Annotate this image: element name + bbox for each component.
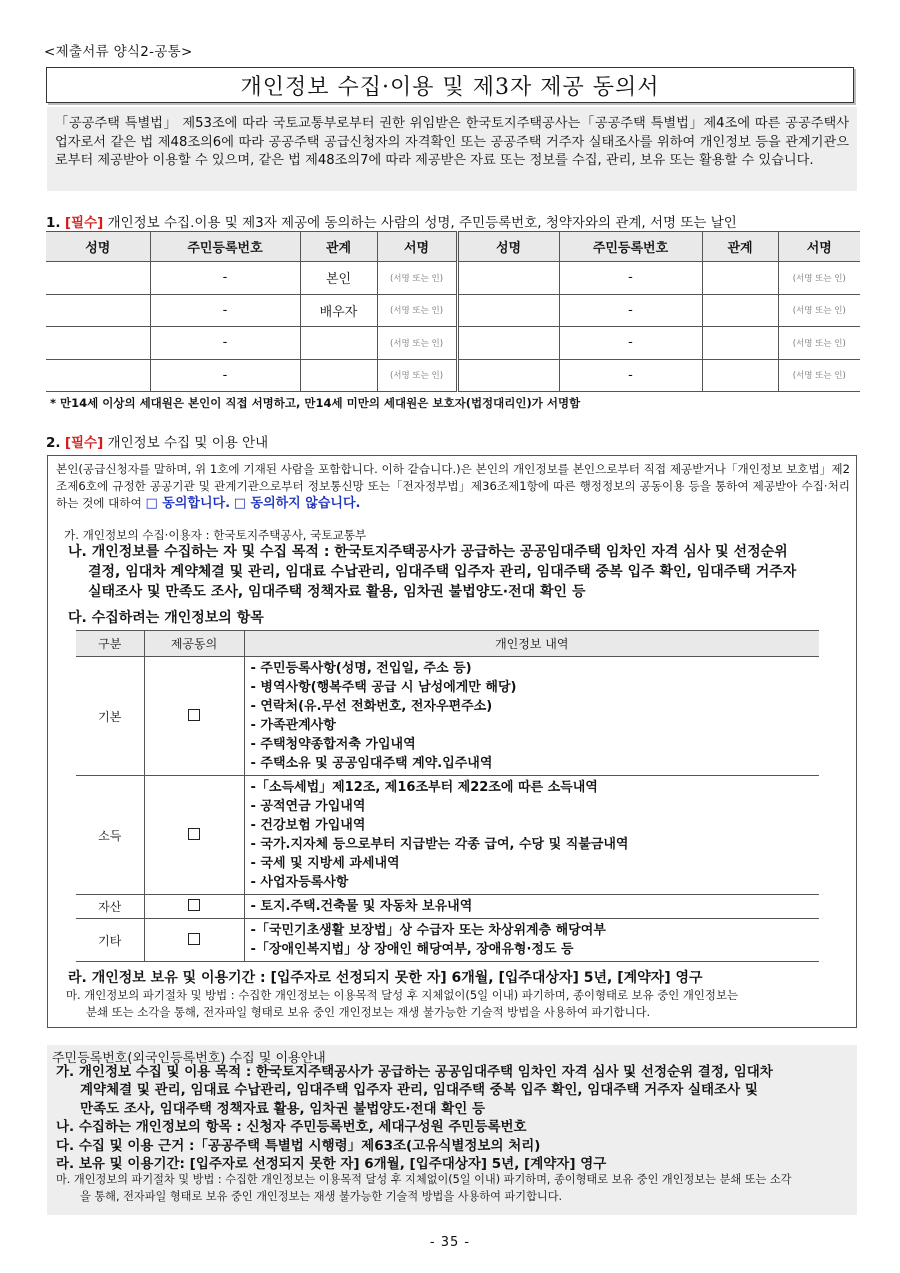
name-field[interactable] bbox=[46, 294, 150, 327]
signature-table-header bbox=[46, 232, 860, 262]
consent-checkbox[interactable] bbox=[144, 895, 244, 919]
section-2-heading bbox=[46, 431, 268, 451]
list-item: - 국가.지자체 등으로부터 지급받는 각종 급여, 수당 및 직불금내역 bbox=[250, 837, 629, 852]
personal-info-items-table bbox=[76, 630, 819, 962]
agree-checkbox[interactable]: □ 동의합니다. bbox=[145, 496, 231, 511]
section-1-heading bbox=[46, 211, 737, 231]
consent-text: 본인(공급신청자를 말하며, 위 1호에 기재된 사람을 포함합니다. 이하 같습니다.)은 본인의 개인정보를 본인으로부터 직접 제공받거나「개인정보 보호법」제2조제6호에 규정한 공공기관 및 관계기관으로부터 정보통신망 또는「전자정부법」제36조제1항에 따른 행정정보의 공동이용 등을 통하여 제공받아 수집·처리하는 것에 대하여 bbox=[56, 462, 850, 510]
purpose-paragraph bbox=[68, 542, 850, 602]
list-item: - 공적연금 가입내역 bbox=[250, 799, 366, 814]
section-2-text: 개인정보 수집 및 이용 안내 bbox=[107, 435, 269, 451]
list-item: -「장애인복지법」상 장애인 해당여부, 장애유형·정도 등 bbox=[250, 942, 574, 957]
details-cell bbox=[244, 776, 819, 895]
signature-field[interactable]: (서명 또는 인) bbox=[377, 327, 457, 360]
name-field[interactable] bbox=[457, 327, 559, 360]
rrn-destruction-line-2: 을 통해, 전자파일 형태로 보유 중인 개인정보는 재생 불가능한 기술적 방법을 사용하여 파기합니다. bbox=[80, 1190, 563, 1203]
rrn-purpose-line-3: 만족도 조사, 임대주택 정책자료 활용, 임차권 불법양도·전대 확인 등 bbox=[80, 1100, 486, 1117]
name-field[interactable] bbox=[457, 294, 559, 327]
category-cell: 기타 bbox=[76, 919, 144, 962]
list-item: - 주민등록사항(성명, 전입일, 주소 등) bbox=[250, 661, 472, 676]
signature-field[interactable]: (서명 또는 인) bbox=[377, 359, 457, 392]
table-row bbox=[76, 895, 819, 919]
page-number: - 35 - bbox=[429, 1235, 471, 1250]
details-cell bbox=[244, 919, 819, 962]
table-row bbox=[76, 919, 819, 962]
relation-cell: 배우자 bbox=[300, 294, 377, 327]
consent-checkbox[interactable] bbox=[144, 919, 244, 962]
rrn-field[interactable]: - bbox=[559, 359, 702, 392]
rrn-notice-body bbox=[56, 1063, 852, 1173]
section-2-required-tag: [필수] bbox=[64, 435, 104, 451]
document-title bbox=[46, 67, 854, 103]
signature-field[interactable]: (서명 또는 인) bbox=[778, 262, 860, 295]
section-1-required-tag: [필수] bbox=[64, 215, 104, 231]
signature-field[interactable]: (서명 또는 인) bbox=[778, 359, 860, 392]
table-row bbox=[46, 359, 860, 392]
signature-field[interactable]: (서명 또는 인) bbox=[778, 327, 860, 360]
header-name-2: 성명 bbox=[457, 232, 559, 262]
signature-field[interactable]: (서명 또는 인) bbox=[778, 294, 860, 327]
table-row bbox=[46, 294, 860, 327]
rrn-purpose-line-2: 계약체결 및 관리, 임대료 수납관리, 임대주택 입주자 관리, 임대주택 중복 입주 확인, 임대주택 거주자 실태조사 및 bbox=[80, 1082, 758, 1099]
destruction-line-2: 분쇄 또는 소각을 통해, 전자파일 형태로 보유 중인 개인정보는 재생 불가능한 기술적 방법을 사용하여 파기합니다. bbox=[86, 1005, 651, 1019]
signature-table bbox=[46, 231, 860, 392]
section-2-number: 2. bbox=[46, 435, 61, 451]
relation-cell: 본인 bbox=[300, 262, 377, 295]
form-code: <제출서류 양식2-공통> bbox=[44, 44, 193, 60]
checkbox-icon bbox=[188, 933, 200, 945]
header-rrn: 주민등록번호 bbox=[150, 232, 300, 262]
relation-field[interactable] bbox=[300, 327, 377, 360]
header-category: 구분 bbox=[76, 631, 144, 657]
list-item: - 연락처(유.무선 전화번호, 전자우편주소) bbox=[250, 699, 493, 714]
list-item: - 가족관계사항 bbox=[250, 718, 336, 733]
collector-line: 가. 개인정보의 수집·이용자 : 한국토지주택공사, 국토교통부 bbox=[64, 528, 367, 542]
consent-paragraph bbox=[56, 461, 850, 512]
purpose-line-1: 나. 개인정보를 수집하는 자 및 수집 목적 : 한국토지주택공사가 공급하는 공공임대주택 임차인 자격 심사 및 선정순위 bbox=[68, 544, 788, 560]
list-item: - 병역사항(행복주택 공급 시 남성에게만 해당) bbox=[250, 680, 517, 695]
name-field[interactable] bbox=[46, 262, 150, 295]
consent-checkbox[interactable] bbox=[144, 657, 244, 776]
list-item: -「국민기초생활 보장법」상 수급자 또는 차상위계층 해당여부 bbox=[250, 923, 606, 938]
consent-checkbox[interactable] bbox=[144, 776, 244, 895]
rrn-field[interactable]: - bbox=[559, 327, 702, 360]
header-details: 개인정보 내역 bbox=[244, 631, 819, 657]
section-1-text: 개인정보 수집.이용 및 제3자 제공에 동의하는 사람의 성명, 주민등록번호, 청약자와의 관계, 서명 또는 날인 bbox=[107, 215, 737, 231]
list-item: - 주택청약종합저축 가입내역 bbox=[250, 737, 416, 752]
table-row bbox=[76, 657, 819, 776]
list-item: - 토지.주택.건축물 및 자동차 보유내역 bbox=[250, 899, 473, 914]
items-table-header bbox=[76, 631, 819, 657]
relation-field[interactable] bbox=[702, 327, 778, 360]
rrn-items-line: 나. 수집하는 개인정보의 항목 : 신청자 주민등록번호, 세대구성원 주민등록번호 bbox=[56, 1119, 527, 1136]
rrn-basis-line: 다. 수집 및 이용 근거 :「공공주택 특별법 시행령」제63조(고유식별정보의 처리) bbox=[56, 1137, 541, 1154]
destruction-paragraph bbox=[66, 987, 852, 1021]
header-name: 성명 bbox=[46, 232, 150, 262]
rrn-field[interactable]: - bbox=[559, 294, 702, 327]
relation-field[interactable] bbox=[702, 359, 778, 392]
checkbox-icon bbox=[188, 709, 200, 721]
table-row bbox=[46, 262, 860, 295]
header-signature-2: 서명 bbox=[778, 232, 860, 262]
items-heading: 다. 수집하려는 개인정보의 항목 bbox=[68, 610, 264, 626]
list-item: - 국세 및 지방세 과세내역 bbox=[250, 856, 400, 871]
rrn-retention-line: 라. 보유 및 이용기간: [입주자로 선정되지 못한 자] 6개월, [입주대상자] 5년, [계약자] 영구 bbox=[56, 1156, 607, 1173]
name-field[interactable] bbox=[46, 359, 150, 392]
relation-field[interactable] bbox=[702, 294, 778, 327]
signature-field[interactable]: (서명 또는 인) bbox=[377, 262, 457, 295]
list-item: - 건강보험 가입내역 bbox=[250, 818, 366, 833]
category-cell: 소득 bbox=[76, 776, 144, 895]
name-field[interactable] bbox=[46, 327, 150, 360]
disagree-checkbox[interactable]: □ 동의하지 않습니다. bbox=[233, 496, 361, 511]
rrn-field[interactable]: - bbox=[150, 294, 300, 327]
header-signature: 서명 bbox=[377, 232, 457, 262]
checkbox-icon bbox=[188, 828, 200, 840]
list-item: -「소득세법」제12조, 제16조부터 제22조에 따른 소득내역 bbox=[250, 780, 598, 795]
table-row bbox=[76, 776, 819, 895]
section-1-number: 1. bbox=[46, 215, 61, 231]
header-relation-2: 관계 bbox=[702, 232, 778, 262]
retention-period: 라. 개인정보 보유 및 이용기간 : [입주자로 선정되지 못한 자] 6개월, [입주대상자] 5년, [계약자] 영구 bbox=[68, 970, 703, 986]
category-cell: 자산 bbox=[76, 895, 144, 919]
header-consent: 제공동의 bbox=[144, 631, 244, 657]
name-field[interactable] bbox=[457, 359, 559, 392]
relation-field[interactable] bbox=[300, 359, 377, 392]
list-item: - 사업자등록사항 bbox=[250, 875, 349, 890]
document-title-text: 개인정보 수집·이용 및 제3자 제공 동의서 bbox=[240, 74, 660, 100]
purpose-line-3: 실태조사 및 만족도 조사, 임대주택 정책자료 활용, 임차권 불법양도·전대 확인 등 bbox=[88, 584, 586, 600]
category-cell: 기본 bbox=[76, 657, 144, 776]
list-item: - 주택소유 및 공공임대주택 계약.입주내역 bbox=[250, 756, 493, 771]
rrn-field[interactable]: - bbox=[150, 327, 300, 360]
destruction-line-1: 마. 개인정보의 파기절차 및 방법 : 수집한 개인정보는 이용목적 달성 후 지체없이(5일 이내) 파기하며, 종이형태로 보유 중인 개인정보는 bbox=[66, 988, 738, 1002]
header-relation: 관계 bbox=[300, 232, 377, 262]
rrn-destruction-paragraph bbox=[56, 1171, 852, 1205]
relation-field[interactable] bbox=[702, 262, 778, 295]
rrn-field[interactable]: - bbox=[150, 359, 300, 392]
rrn-field[interactable]: - bbox=[559, 262, 702, 295]
intro-paragraph: 「공공주택 특별법」 제53조에 따라 국토교통부로부터 권한 위임받은 한국토지주택공사는「공공주택 특별법」제4조에 따른 공공주택사업자로서 같은 법 제48조의6에 따라 공공주택 공급신청자의 자격확인 또는 공공주택 거주자 실태조사를 위하여 개인정보 등을 관계기관으로부터 제공받아 이용할 수 있으며, 같은 법 제48조의7에 따라 제공받은 자료 또는 정보를 수집, 관리, 보유 또는 활용할 수 있습니다. bbox=[47, 107, 857, 191]
checkbox-icon bbox=[188, 899, 200, 911]
rrn-notice-title: 주민등록번호(외국인등록번호) 수집 및 이용안내 bbox=[52, 1051, 326, 1066]
rrn-field[interactable]: - bbox=[150, 262, 300, 295]
name-field[interactable] bbox=[457, 262, 559, 295]
rrn-destruction-line-1: 마. 개인정보의 파기절차 및 방법 : 수집한 개인정보는 이용목적 달성 후 지체없이(5일 이내) 파기하며, 종이형태로 보유 중인 개인정보는 분쇄 또는 소각 bbox=[56, 1173, 792, 1186]
table-row bbox=[46, 327, 860, 360]
details-cell bbox=[244, 657, 819, 776]
rrn-purpose-line-1: 가. 개인정보 수집 및 이용 목적 : 한국토지주택공사가 공급하는 공공임대주택 임차인 자격 심사 및 선정순위 결정, 임대차 bbox=[56, 1064, 773, 1080]
age-14-note: * 만14세 이상의 세대원은 본인이 직접 서명하고, 만14세 미만의 세대원은 보호자(법정대리인)가 서명함 bbox=[50, 396, 581, 410]
details-cell bbox=[244, 895, 819, 919]
signature-field[interactable]: (서명 또는 인) bbox=[377, 294, 457, 327]
header-rrn-2: 주민등록번호 bbox=[559, 232, 702, 262]
purpose-line-2: 결정, 임대차 계약체결 및 관리, 임대료 수납관리, 임대주택 입주자 관리, 임대주택 중복 입주 확인, 임대주택 거주자 bbox=[88, 564, 797, 580]
